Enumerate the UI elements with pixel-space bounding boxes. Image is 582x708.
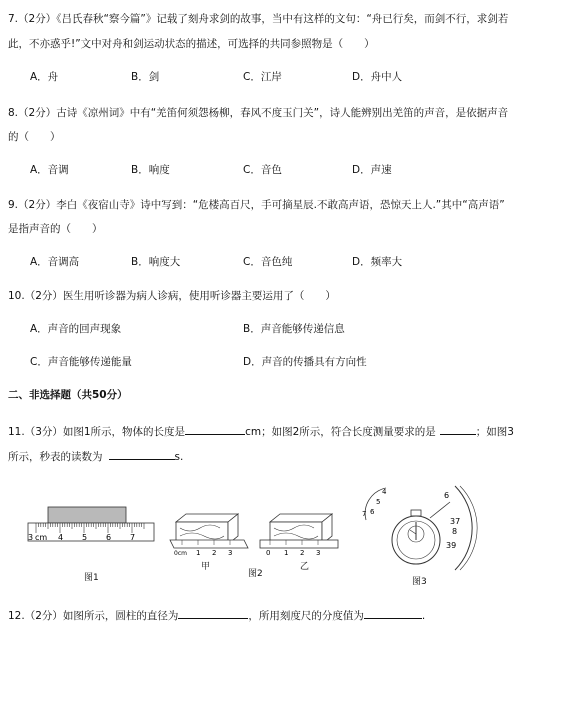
q10-line1: 10.（2分）医生用听诊器为病人诊病，使用听诊器主要运用了（ ） bbox=[8, 290, 336, 302]
q7-line2: 此，不亦惑乎!”文中对舟和剑运动状态的描述，可选择的共同参照物是（ ） bbox=[8, 38, 375, 50]
q11-line1 bbox=[8, 423, 514, 439]
inner-label-5: 5 bbox=[376, 498, 381, 506]
ruler1-tick-5: 5 bbox=[82, 533, 88, 542]
q8-line1: 8.（2分）古诗《凉州词》中有“羌笛何须怨杨柳，春风不度玉门关”，诗人能辨别出羌笛的声音，是依据声音 bbox=[8, 107, 509, 119]
q7-option-b[interactable]: B．剑 bbox=[131, 71, 160, 83]
ruler2b-tick-2: 2 bbox=[300, 549, 305, 557]
q12-line1 bbox=[8, 607, 425, 623]
ruler2a-tick-3: 3 bbox=[228, 549, 233, 557]
ruler1-tick-4: 4 bbox=[58, 533, 64, 542]
q10-option-c[interactable]: C．声音能够传递能量 bbox=[30, 356, 132, 368]
inner-label-7: 7 bbox=[362, 510, 367, 518]
q8-option-c[interactable]: C．音色 bbox=[243, 164, 282, 176]
q9-line2: 是指声音的（ ） bbox=[8, 223, 103, 235]
outer-label-8: 8 bbox=[452, 527, 458, 536]
figure1-ruler bbox=[26, 505, 156, 567]
outer-label-39: 39 bbox=[446, 541, 457, 550]
outer-label-37: 37 bbox=[450, 517, 461, 526]
q12-text-part3: . bbox=[421, 610, 426, 622]
figure2-label-yi: 乙 bbox=[300, 562, 310, 572]
q7-option-c[interactable]: C．江岸 bbox=[243, 71, 282, 83]
ruler-yi bbox=[260, 540, 338, 548]
ruler1-tick-3: 3 bbox=[28, 533, 34, 542]
ruler2a-tick-1: 1 bbox=[196, 549, 201, 557]
figure2-yi bbox=[256, 510, 342, 560]
ruler2a-unit: 0cm bbox=[174, 550, 187, 557]
q11-text-line2a: 所示，秒表的读数为 bbox=[8, 451, 103, 463]
q8-option-d[interactable]: D．声速 bbox=[352, 164, 392, 176]
q8-option-b[interactable]: B．响度 bbox=[131, 164, 170, 176]
q11-text-part3: ；如图3 bbox=[475, 426, 514, 438]
inner-label-4: 4 bbox=[382, 488, 387, 496]
q11-blank-stopwatch[interactable] bbox=[109, 448, 175, 460]
measured-block bbox=[48, 507, 126, 523]
figure2-caption: 图2 bbox=[248, 569, 263, 579]
q9-option-b[interactable]: B．响度大 bbox=[131, 256, 181, 268]
ruler2a-tick-2: 2 bbox=[212, 549, 217, 557]
figure2-label-jia: 甲 bbox=[201, 562, 211, 572]
q8-option-a[interactable]: A．音调 bbox=[30, 164, 69, 176]
q7-option-a[interactable]: A．舟 bbox=[30, 71, 59, 83]
q10-option-a[interactable]: A．声音的回声现象 bbox=[30, 323, 122, 335]
q8-line2: 的（ ） bbox=[8, 131, 61, 143]
q11-text-part2: cm；如图2所示，符合长度测量要求的是 bbox=[245, 426, 436, 438]
figure3-stopwatch bbox=[360, 482, 490, 574]
outer-label-6: 6 bbox=[444, 491, 450, 500]
figure2-jia bbox=[166, 510, 250, 560]
ruler1-tick-7: 7 bbox=[130, 533, 136, 542]
q11-blank-fig2[interactable] bbox=[440, 423, 476, 435]
q12-blank-division[interactable] bbox=[364, 607, 422, 619]
q11-text-part1: 11.（3分）如图1所示，物体的长度是 bbox=[8, 426, 186, 438]
figure1-caption: 图1 bbox=[84, 573, 99, 583]
q12-text-part2: ，所用刻度尺的分度值为 bbox=[248, 610, 364, 622]
ruler1-tick-6: 6 bbox=[106, 533, 112, 542]
q9-line1: 9.（2分）李白《夜宿山寺》诗中写到：“危楼高百尺，手可摘星辰.不敢高声语，恐惊天上人.”其中“高声语” bbox=[8, 199, 505, 211]
section-heading: 二、非选择题（共50分） bbox=[8, 389, 128, 401]
ruler2b-tick-3: 3 bbox=[316, 549, 321, 557]
q12-blank-diameter[interactable] bbox=[178, 607, 248, 619]
stopwatch-crown bbox=[411, 510, 421, 516]
q10-option-b[interactable]: B．声音能够传递信息 bbox=[243, 323, 345, 335]
q11-line2 bbox=[8, 448, 183, 464]
ruler2b-tick-0: 0 bbox=[266, 549, 271, 557]
wood-block bbox=[176, 514, 238, 522]
inner-label-6: 6 bbox=[370, 508, 375, 516]
q9-option-c[interactable]: C．音色纯 bbox=[243, 256, 293, 268]
figure3-caption: 图3 bbox=[412, 577, 427, 587]
ruler1-unit: cm bbox=[35, 533, 48, 542]
q11-blank-length[interactable] bbox=[185, 423, 245, 435]
q7-line1: 7.（2分）《吕氏春秋“察今篇”》记载了刻舟求剑的故事，当中有这样的文句：“舟已行矣，而剑不行，求剑若 bbox=[8, 13, 509, 25]
q9-option-a[interactable]: A．音调高 bbox=[30, 256, 80, 268]
ruler-jia bbox=[170, 540, 248, 548]
q11-text-line2b: s. bbox=[174, 451, 184, 463]
q10-option-d[interactable]: D．声音的传播具有方向性 bbox=[243, 356, 367, 368]
ruler2b-tick-1: 1 bbox=[284, 549, 289, 557]
q12-text-part1: 12.（2分）如图所示，圆柱的直径为 bbox=[8, 610, 179, 622]
q7-option-d[interactable]: D．舟中人 bbox=[352, 71, 403, 83]
q9-option-d[interactable]: D．频率大 bbox=[352, 256, 403, 268]
